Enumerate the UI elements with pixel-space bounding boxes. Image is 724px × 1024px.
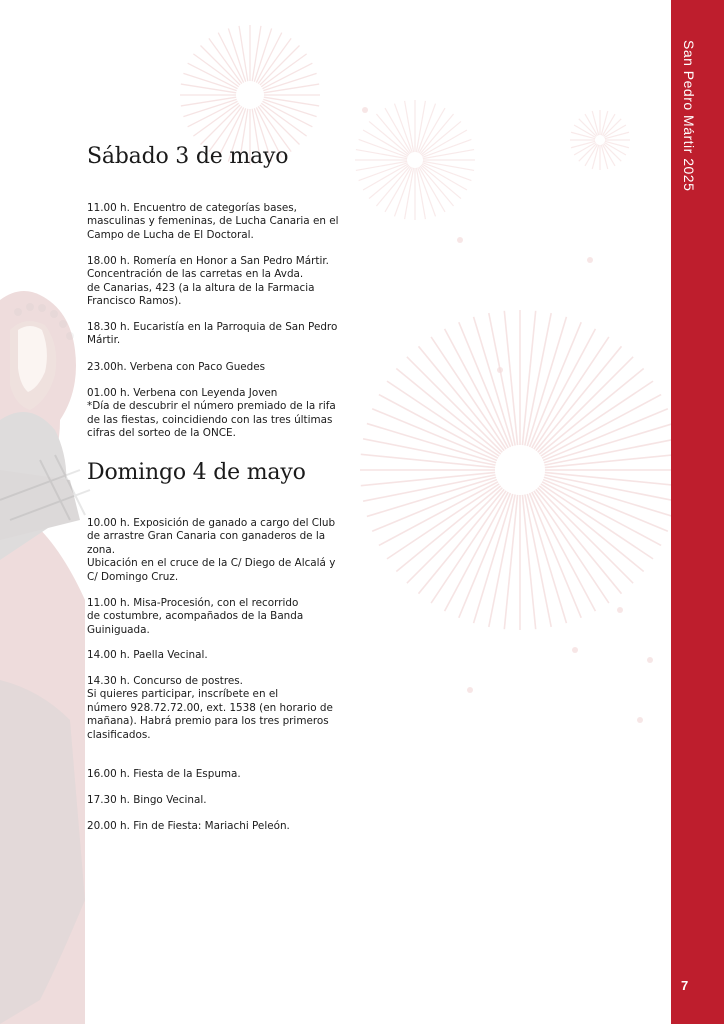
event-entry: 10.00 h. Exposición de ganado a cargo del Club de arrastre Gran Canaria con ganaderos de la zona. Ubicación en el cruce de la C/ Diego de Alcalá y C/ Domingo Cruz.: [87, 517, 336, 583]
event-entry: 23.00h. Verbena con Paco Guedes: [87, 361, 266, 373]
page-number: 7: [681, 978, 689, 993]
section-heading-saturday: Sábado 3 de mayo: [87, 144, 289, 169]
event-entry: 17.30 h. Bingo Vecinal.: [87, 794, 207, 806]
event-entry: 14.30 h. Concurso de postres. Si quieres participar, inscríbete en el número 928.72.72.00, ext. 1538 (en horario de mañana). Habrá premio para los tres primeros clasificados.: [87, 675, 333, 741]
sidebar-band: [671, 0, 724, 1024]
event-entry: 20.00 h. Fin de Fiesta: Mariachi Peleón.: [87, 820, 290, 832]
sidebar-title: San Pedro Mártir 2025: [681, 40, 697, 192]
event-entry: 16.00 h. Fiesta de la Espuma.: [87, 768, 241, 780]
section-heading-sunday: Domingo 4 de mayo: [87, 460, 306, 485]
event-entry: 11.00 h. Misa-Procesión, con el recorrido de costumbre, acompañados de la Banda Guiniguada.: [87, 597, 304, 636]
event-entry: 11.00 h. Encuentro de categorías bases, masculinas y femeninas, de Lucha Canaria en el Campo de Lucha de El Doctoral.: [87, 202, 339, 241]
event-entry: 18.30 h. Eucaristía en la Parroquia de San Pedro Mártir.: [87, 321, 338, 347]
event-entry: 01.00 h. Verbena con Leyenda Joven *Día de descubrir el número premiado de la rifa de las fiestas, coincidiendo con las tres últimas cifras del sorteo de la ONCE.: [87, 387, 336, 440]
event-entry: 18.00 h. Romería en Honor a San Pedro Mártir. Concentración de las carretas en la Avda. de Canarias, 423 (a la altura de la Farmacia Francisco Ramos).: [87, 255, 329, 308]
event-entry: 14.00 h. Paella Vecinal.: [87, 649, 208, 661]
